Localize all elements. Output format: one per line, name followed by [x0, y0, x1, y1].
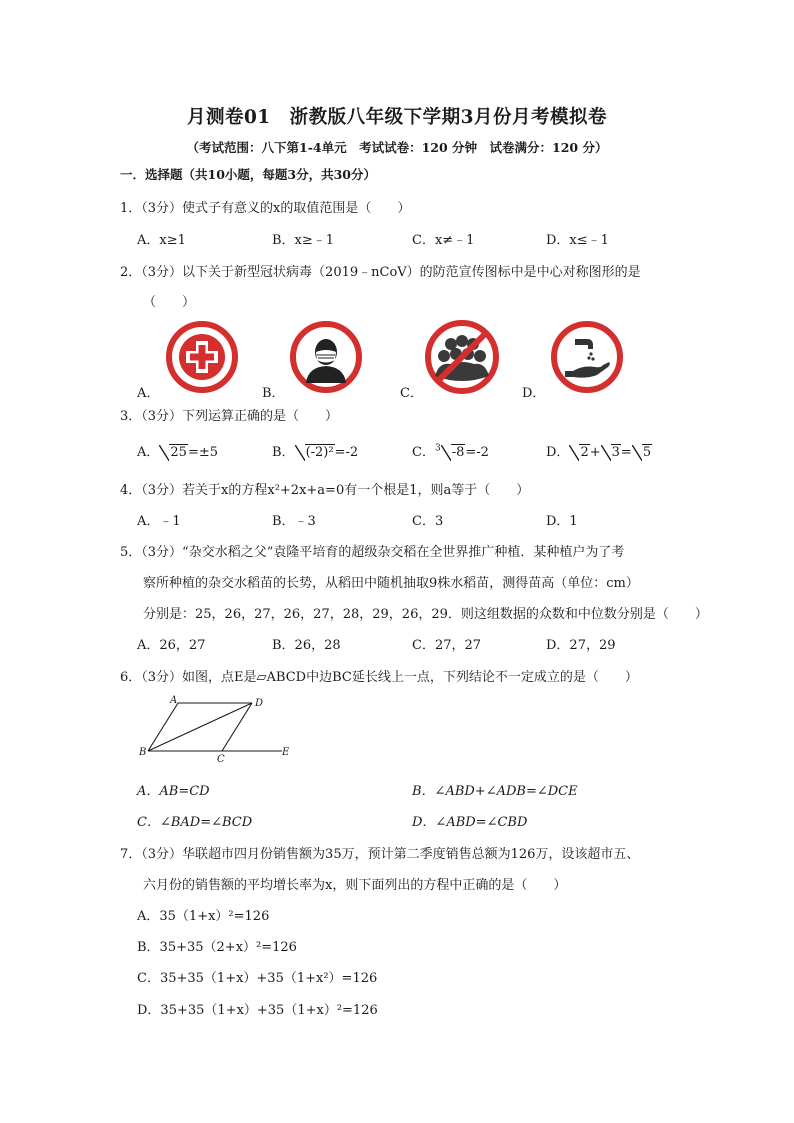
q5-option-a[interactable]: A．26，27 — [137, 638, 206, 653]
label-a: A — [170, 695, 178, 706]
hand-wash-icon — [551, 321, 623, 397]
q6-option-c[interactable]: C．∠BAD=∠BCD — [137, 815, 253, 830]
q1-option-c[interactable]: C．x≠﹣1 — [412, 233, 475, 248]
q3-option-d[interactable]: D． 2+ 3= 5 — [546, 445, 652, 460]
root-index: 3 — [434, 443, 441, 454]
q4-option-a[interactable]: A．﹣1 — [137, 514, 181, 529]
q6-option-b[interactable]: B．∠ABD+∠ADB=∠DCE — [412, 784, 578, 799]
label-d: D — [255, 698, 264, 709]
label-e: E — [282, 747, 290, 758]
exam-info: （考试范围：八下第1-4单元 考试试卷：120 分钟 试卷满分：120 分） — [186, 140, 608, 155]
radicand: 2 — [580, 445, 589, 460]
q2-option-b[interactable]: B． — [262, 386, 285, 401]
page-title: 月测卷01 浙教版八年级下学期3月份月考模拟卷 — [186, 107, 608, 128]
q5-option-c[interactable]: C．27，27 — [412, 638, 482, 653]
q7-option-c[interactable]: C．35+35（1+x）+35（1+x²）=126 — [137, 971, 378, 986]
masked-person-icon — [290, 321, 362, 397]
red-cross-icon — [166, 321, 238, 397]
question-2-stem-cont: （ ） — [143, 295, 196, 310]
radicand: 5 — [642, 445, 652, 460]
q2-option-c[interactable]: C． — [400, 386, 423, 401]
q5-option-b[interactable]: B．26，28 — [272, 638, 341, 653]
question-2-stem: 2．（3分）以下关于新型冠状病毒（2019﹣nCoV）的防范宣传图标中是中心对称图形的是 — [120, 265, 641, 280]
q7-option-a[interactable]: A．35（1+x）²=126 — [137, 909, 270, 924]
question-1-stem: 1．（3分）使式子有意义的x的取值范围是（ ） — [120, 201, 411, 216]
q2-option-d[interactable]: D． — [522, 386, 546, 401]
q1-option-a[interactable]: A．x≥1 — [137, 233, 186, 248]
q3-option-c[interactable]: C．$^3$ -8=-2 — [412, 443, 489, 460]
section-heading: 一．选择题（共10小题，每题3分，共30分） — [120, 167, 376, 182]
q4-option-b[interactable]: B．﹣3 — [272, 514, 316, 529]
question-7-stem: 7．（3分）华联超市四月份销售额为35万，预计第二季度销售总额为126万，设该超市五、 — [120, 847, 640, 862]
q3-option-a[interactable]: A． 25=±5 — [137, 445, 218, 460]
q4-option-d[interactable]: D．1 — [546, 514, 578, 529]
question-7-stem-line2: 六月份的销售额的平均增长率为x，则下面列出的方程中正确的是（ ） — [143, 878, 567, 893]
question-5-stem-line3: 分别是：25，26，27，26，27，28，29，26，29．则这组数据的众数和中位数分别是（ ） — [143, 607, 708, 622]
q1-option-d[interactable]: D．x≤﹣1 — [546, 233, 609, 248]
q6-option-a[interactable]: A．AB=CD — [137, 784, 210, 799]
question-6-stem: 6．（3分）如图，点E是▱ABCD中边BC延长线上一点，下列结论不一定成立的是（ ） — [120, 670, 638, 685]
label-b: B — [139, 747, 147, 758]
q1-option-b[interactable]: B．x≥﹣1 — [272, 233, 335, 248]
q2-option-a[interactable]: A． — [137, 386, 160, 401]
q4-option-c[interactable]: C．3 — [412, 514, 444, 529]
q7-option-d[interactable]: D．35+35（1+x）+35（1+x）²=126 — [137, 1003, 378, 1018]
q5-option-d[interactable]: D．27，29 — [546, 638, 616, 653]
question-5-stem-line2: 察所种植的杂交水稻苗的长势，从稻田中随机抽取9株水稻苗，测得苗高（单位：cm） — [143, 576, 639, 591]
no-crowd-icon — [425, 320, 499, 398]
label-c: C — [217, 754, 225, 763]
radicand: 3 — [611, 445, 620, 460]
q3-option-b[interactable]: B． (-2)²=-2 — [272, 445, 359, 460]
radicand: (-2)² — [305, 445, 334, 460]
radicand: 25 — [170, 445, 187, 460]
q7-option-b[interactable]: B．35+35（2+x）²=126 — [137, 940, 297, 955]
question-5-stem: 5．（3分）“杂交水稻之父”袁隆平培育的超级杂交稻在全世界推广种植．某种植户为了考 — [120, 545, 625, 560]
q6-option-d[interactable]: D．∠ABD=∠CBD — [412, 815, 528, 830]
radicand: -8 — [451, 445, 465, 460]
question-3-stem: 3．（3分）下列运算正确的是（ ） — [120, 409, 339, 424]
parallelogram-figure — [136, 693, 296, 767]
question-4-stem: 4．（3分）若关于x的方程x²+2x+a=0有一个根是1，则a等于（ ） — [120, 483, 530, 498]
